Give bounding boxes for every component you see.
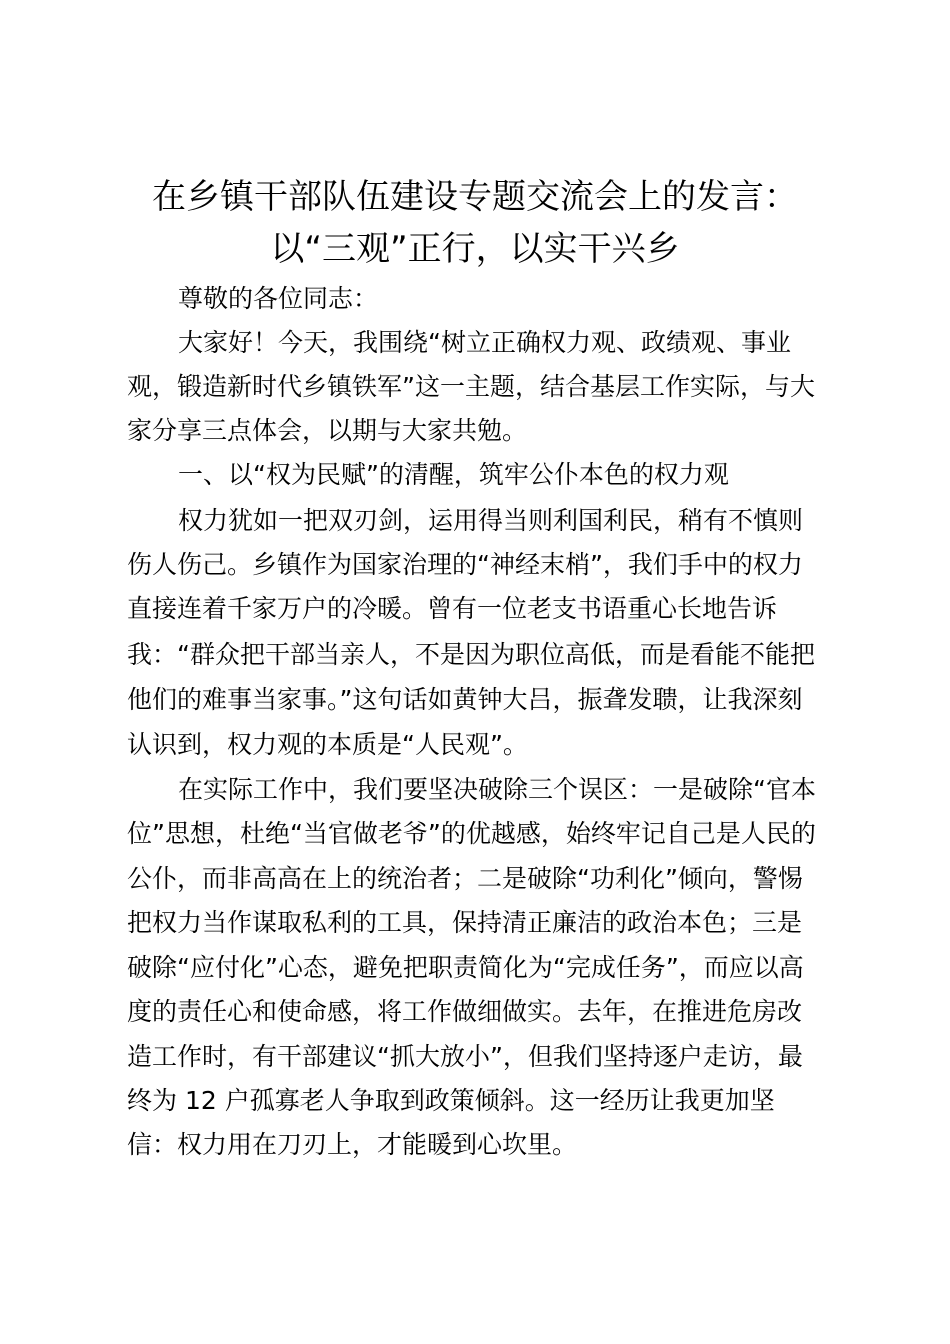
paragraph-2-line: 直接连着千家万户的冷暖。曾有一位老支书语重心长地告诉 bbox=[127, 594, 778, 623]
salutation: 尊敬的各位同志： bbox=[178, 284, 379, 313]
paragraph-2-line: 他们的难事当家事。”这句话如黄钟大吕，振聋发聩，让我深刻 bbox=[127, 685, 803, 714]
paragraph-3-line: 公仆，而非高高在上的统治者；二是破除“功利化”倾向，警惕 bbox=[127, 864, 803, 893]
paragraph-1-line: 家分享三点体会，以期与大家共勉。 bbox=[127, 416, 528, 445]
document-title-line-1: 在乡镇干部队伍建设专题交流会上的发言： bbox=[152, 177, 798, 217]
paragraph-3-line: 度的责任心和使命感，将工作做细做实。去年，在推进危房改 bbox=[127, 997, 803, 1026]
paragraph-2-line: 伤人伤己。乡镇作为国家治理的“神经末梢”，我们手中的权力 bbox=[127, 550, 803, 579]
paragraph-3-line: 终为 12 户孤寡老人争取到政策倾斜。这一经历让我更加坚 bbox=[127, 1086, 775, 1115]
paragraph-3-line: 位”思想，杜绝“当官做老爷”的优越感，始终牢记自己是人民的 bbox=[127, 819, 816, 848]
paragraph-2-line: 认识到，权力观的本质是“人民观”。 bbox=[127, 730, 528, 759]
section-heading-1: 一、以“权为民赋”的清醒，筑牢公仆本色的权力观 bbox=[178, 460, 729, 489]
paragraph-3-line: 破除“应付化”心态，避免把职责简化为“完成任务”，而应以高 bbox=[127, 953, 804, 982]
paragraph-2-line: 我：“群众把干部当亲人，不是因为职位高低，而是看能不能把 bbox=[127, 640, 815, 669]
paragraph-2-line: 权力犹如一把双刃剑，运用得当则利国利民，稍有不慎则 bbox=[178, 506, 804, 535]
paragraph-1-line: 观，锻造新时代乡镇铁军”这一主题，结合基层工作实际，与大 bbox=[127, 372, 815, 401]
paragraph-3-line: 在实际工作中，我们要坚决破除三个误区：一是破除“官本 bbox=[178, 775, 816, 804]
paragraph-3-line: 造工作时，有干部建议“抓大放小”，但我们坚持逐户走访，最 bbox=[127, 1042, 803, 1071]
paragraph-1-line: 大家好！今天，我围绕“树立正确权力观、政绩观、事业 bbox=[178, 328, 791, 357]
paragraph-3-line: 把权力当作谋取私利的工具，保持清正廉洁的政治本色；三是 bbox=[127, 908, 803, 937]
document-title-line-2: 以“三观”正行，以实干兴乡 bbox=[270, 229, 680, 269]
paragraph-3-line: 信：权力用在刀刃上，才能暖到心坎里。 bbox=[127, 1130, 578, 1159]
